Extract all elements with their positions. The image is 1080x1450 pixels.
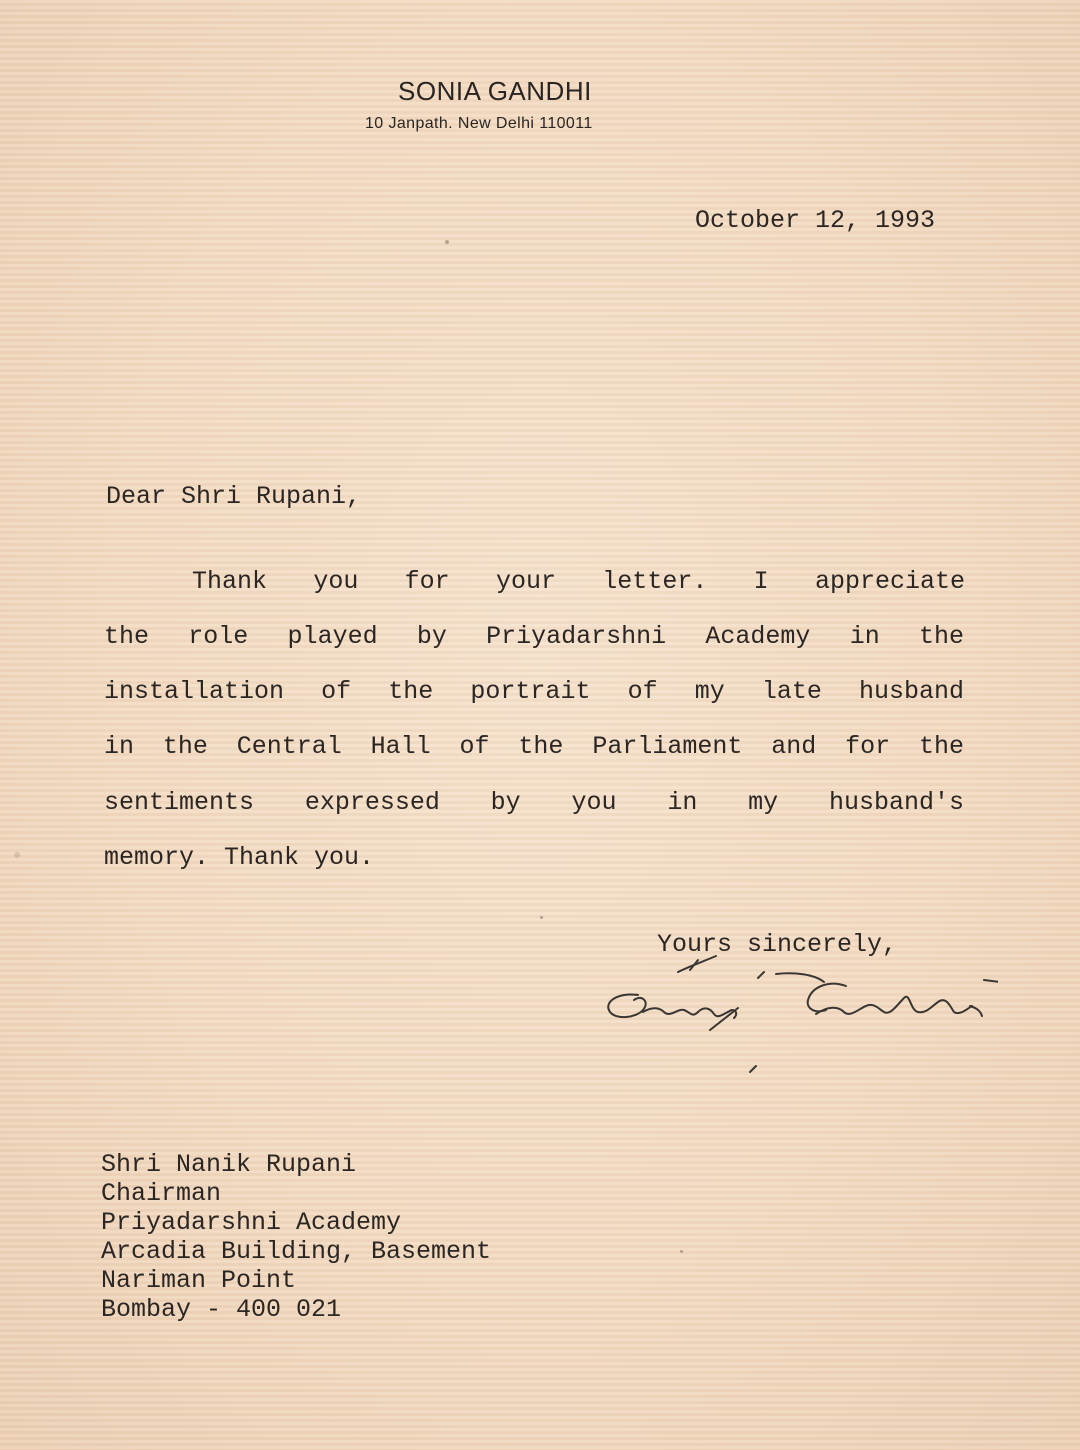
- body-line: Thank you for your letter. I appreciate: [192, 567, 965, 596]
- paper-speck: [540, 916, 543, 919]
- body-line: in the Central Hall of the Parliament and for the: [104, 732, 964, 761]
- body-line: the role played by Priyadarshni Academy in the: [104, 622, 964, 651]
- body-line: installation of the portrait of my late husband: [104, 677, 964, 706]
- paper-speck: [445, 240, 449, 244]
- letterhead-name: SONIA GANDHI: [398, 76, 592, 106]
- recipient-address: [101, 1150, 491, 1324]
- recipient-organization: Priyadarshni Academy: [101, 1208, 402, 1237]
- letterhead-address: 10 Janpath. New Delhi 110011: [365, 115, 593, 132]
- body-line: sentiments expressed by you in my husband's: [104, 788, 964, 817]
- salutation: Dear Shri Rupani,: [106, 482, 362, 511]
- closing: Yours sincerely,: [657, 930, 898, 959]
- paper-speck: [14, 852, 20, 858]
- recipient-building: Arcadia Building, Basement: [101, 1237, 492, 1266]
- recipient-city: Bombay - 400 021: [101, 1295, 342, 1324]
- letter-date: October 12, 1993: [695, 206, 936, 235]
- body-line: memory. Thank you.: [104, 843, 375, 872]
- recipient-title: Chairman: [101, 1179, 222, 1208]
- paper-speck: [680, 1250, 683, 1253]
- recipient-name: Shri Nanik Rupani: [101, 1150, 357, 1179]
- handwritten-signature: [598, 950, 998, 1090]
- recipient-area: Nariman Point: [101, 1266, 297, 1295]
